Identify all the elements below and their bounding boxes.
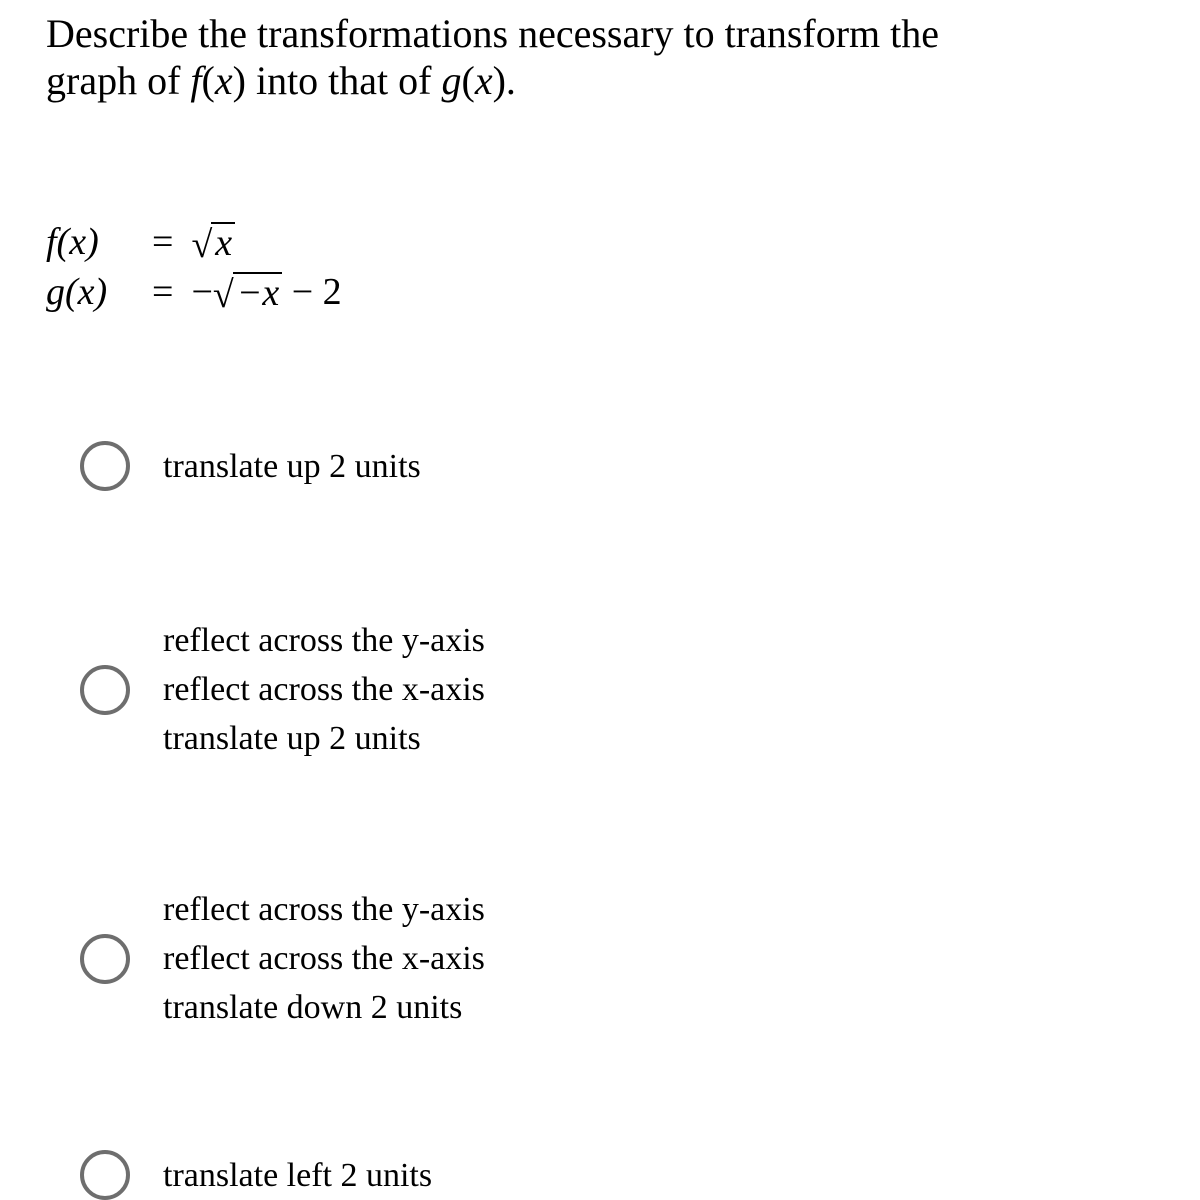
answer-option-2[interactable] (80, 616, 485, 763)
equation-f (46, 214, 342, 264)
answer-option-4[interactable] (80, 1150, 432, 1200)
option-line: translate down 2 units (163, 989, 463, 1026)
option-line: reflect across the x-axis (163, 671, 485, 708)
option-label (163, 885, 485, 1032)
radio-button[interactable] (80, 441, 130, 491)
radical-sign-icon: √ (191, 224, 213, 266)
g-symbol: g (441, 58, 462, 103)
question-prompt (46, 10, 1166, 104)
question-text-into-that-of: into that of (245, 58, 442, 103)
radio-button[interactable] (80, 934, 130, 984)
equation-g-lhs: g(x) (46, 271, 108, 313)
option-line: reflect across the x-axis (163, 940, 485, 977)
radical-sign-icon: √ (212, 274, 234, 316)
question-period: . (505, 58, 516, 103)
equations (46, 214, 342, 314)
x-symbol: x (474, 58, 493, 103)
option-line: reflect across the y-axis (163, 622, 485, 659)
option-line: reflect across the y-axis (163, 891, 485, 928)
option-line: translate left 2 units (163, 1156, 433, 1194)
question-text-graph-of: graph of (46, 58, 191, 103)
radio-button[interactable] (80, 1150, 130, 1200)
answer-option-1[interactable] (80, 441, 421, 491)
question-line-1: Describe the transformations necessary to transform the (46, 11, 940, 56)
equation-g-constant: − 2 (282, 271, 342, 313)
radio-button[interactable] (80, 665, 130, 715)
equals-sign: = (152, 271, 174, 313)
option-label (163, 616, 485, 763)
equation-g (46, 264, 342, 314)
equation-f-lhs: f(x) (46, 221, 99, 263)
negative-sign: − (191, 271, 213, 313)
square-root (213, 272, 282, 314)
radicand: −x (233, 272, 283, 314)
option-label (163, 442, 421, 491)
f-symbol: f (190, 58, 202, 103)
option-line: translate up 2 units (163, 447, 421, 485)
answer-option-3[interactable] (80, 885, 485, 1032)
x-symbol: x (214, 58, 233, 103)
radicand: x (211, 222, 235, 264)
equals-sign: = (152, 221, 174, 263)
option-line: translate up 2 units (163, 720, 421, 757)
option-label (163, 1151, 432, 1200)
question-line-2: graph of f(x) into that of g(x). (46, 58, 516, 103)
square-root (191, 222, 235, 264)
